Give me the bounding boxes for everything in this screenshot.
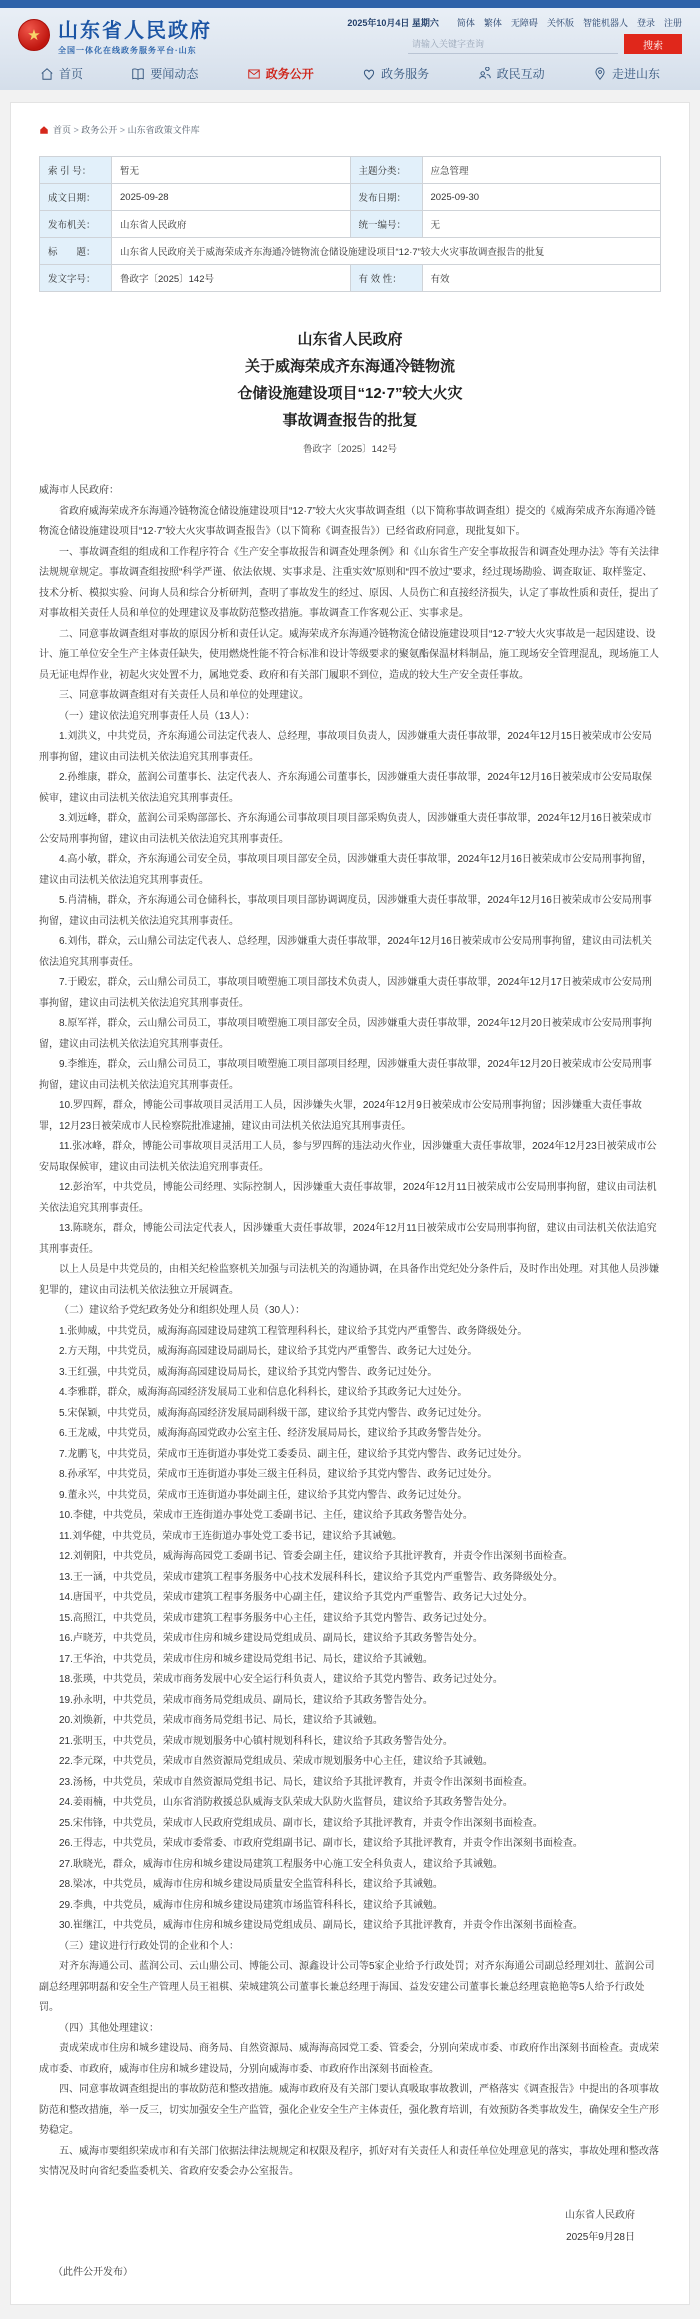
document-paragraph: 15.高照江，中共党员，荣成市建筑工程事务服务中心主任，建议给予其党内警告、政务记过处分。 <box>59 1612 493 1624</box>
document-paragraph: 二、同意事故调查组对事故的原因分析和责任认定。威海荣成齐东海通冷链物流仓储设施建设项目“12·7”较大火灾事故是一起因建设、设计、施工单位安全生产主体责任缺失，使用燃烧性能不符合标准和设计等级要求的聚氨酯保温材料制品，施工现场安全管理混乱，现场施工人员无证电焊作业，初起火灾处置不力，属地党委、政府和有关部门履职不到位，造成的较大生产安全责任事故。 <box>39 628 659 681</box>
site-subtitle: 全国一体化在线政务服务平台·山东 <box>58 46 197 55</box>
breadcrumb-item[interactable]: 首页 <box>53 125 72 135</box>
header-link[interactable]: 简体 <box>456 18 475 28</box>
meta-value: 无 <box>422 211 661 238</box>
meta-label: 发布机关： <box>40 211 112 238</box>
document-paragraph: 12.彭治军，中共党员，博能公司经理、实际控制人，因涉嫌重大责任事故罪，2024年12月11日被荣成市公安局刑事拘留，建议由司法机关依法追究其刑事责任。 <box>39 1182 657 1214</box>
nav-item-home[interactable] <box>40 65 83 82</box>
site-name: 山东省人民政府 <box>58 20 212 42</box>
meta-label: 统一编号： <box>350 211 422 238</box>
document-paragraph: 11.张冰峰，群众，博能公司事故项目灵活用工人员，参与罗四辉的违法动火作业，因涉嫌重大责任事故罪，2024年12月23日被荣成市公安局取保候审，建议由司法机关依法追究刑事责任。 <box>39 1141 657 1173</box>
document-paragraph: 责成荣成市住房和城乡建设局、商务局、自然资源局、威海海高园党工委、管委会，分别向荣成市委、市政府作出深刻书面检查。责成荣成市委、市政府，威海市住房和城乡建设局，分别向威海市委、市政府作出深刻书面检查。 <box>39 2043 659 2075</box>
national-emblem-icon: ★ <box>18 19 50 51</box>
meta-table-row <box>40 265 661 292</box>
document-paragraph: 10.李健，中共党员，荣成市王连街道办事处党工委副书记、主任，建议给予其政务警告处分。 <box>59 1510 473 1521</box>
nav-item-label: 政务公开 <box>265 67 314 81</box>
document-paragraph: 5.肖清楠，群众，齐东海通公司仓储科长，事故项目项目部协调调度员，因涉嫌重大责任事故罪，2024年12月16日被荣成市公安局刑事拘留，建议由司法机关依法追究其刑事责任。 <box>39 895 652 927</box>
document-paragraph: 28.梁冰，中共党员，威海市住房和城乡建设局质量安全监管科科长，建议给予其诫勉。 <box>59 1879 443 1890</box>
document-paragraph: 四、同意事故调查组提出的事故防范和整改措施。威海市政府及有关部门要认真吸取事故教训，严格落实《调查报告》中提出的各项事故防范和整改措施，举一反三，切实加强安全生产监管，强化企业安全生产主体责任，强化教育培训，有效预防各类事故发生，确保安全生产形势稳定。 <box>39 2084 659 2136</box>
document-paragraph: 8.孙承军，中共党员，荣成市王连街道办事处三级主任科员，建议给予其党内警告、政务记过处分。 <box>59 1469 498 1480</box>
nav-item-label: 走进山东 <box>611 67 660 81</box>
document-paragraph: 22.李元琛，中共党员，荣成市自然资源局党组成员、荣成市规划服务中心主任，建议给予其诫勉。 <box>59 1756 493 1767</box>
meta-value: 鲁政字〔2025〕142号 <box>112 265 351 292</box>
header-link[interactable]: 智能机器人 <box>582 18 628 28</box>
document-paragraph: 三、同意事故调查组对有关责任人员和单位的处理建议。 <box>59 690 309 701</box>
document-title-line: 关于威海荣成齐东海通冷链物流 <box>244 358 455 375</box>
search-button[interactable]: 搜索 <box>624 34 682 54</box>
meta-value: 暂无 <box>112 157 351 184</box>
meta-label: 成文日期： <box>40 184 112 211</box>
document-paragraph: 17.王华治，中共党员，荣成市住房和城乡建设局党组书记、局长，建议给予其诫勉。 <box>59 1653 433 1665</box>
document-paragraph: 5.宋保颖，中共党员，威海海高园经济发展局副科级干部，建议给予其党内警告、政务记过处分。 <box>59 1407 488 1419</box>
document-paragraph: 11.刘华健，中共党员，荣成市王连街道办事处党工委书记，建议给予其诫勉。 <box>59 1530 403 1542</box>
header-link[interactable]: 登录 <box>636 18 655 28</box>
breadcrumb-item[interactable]: 政务公开 <box>81 125 118 135</box>
document-paragraph: 7.于殿宏，群众，云山鼎公司员工，事故项目喷塑施工项目部技术负责人，因涉嫌重大责任事故罪，2024年12月17日被荣成市公安局刑事拘留，建议由司法机关依法追究其刑事责任。 <box>39 977 652 1009</box>
document-paragraph: 29.李典，中共党员，威海市住房和城乡建设局建筑市场监管科科长，建议给予其诫勉。 <box>59 1899 443 1911</box>
heart-icon <box>362 67 376 81</box>
document-paragraph: （四）其他处理建议： <box>59 2022 159 2034</box>
pin-icon <box>593 67 607 81</box>
document-paragraph: （二）建议给予党纪政务处分和组织处理人员（30人）： <box>59 1305 306 1316</box>
site-header <box>0 8 700 57</box>
mail-icon <box>247 67 261 81</box>
footnote: （此件公开发布） <box>53 2266 133 2278</box>
document-paragraph: 1.张帅威，中共党员，威海海高园建设局建筑工程管理科科长，建议给予其党内严重警告、政务降级处分。 <box>59 1325 528 1337</box>
document-paragraph: 26.王得志，中共党员，荣成市委常委、市政府党组副书记、副市长，建议给予其批评教育，并责令作出深刻书面检查。 <box>59 1838 583 1849</box>
document-paragraph: 4.李雅群，群众，威海海高园经济发展局工业和信息化科科长，建议给予其政务记大过处分。 <box>59 1387 468 1398</box>
breadcrumb-item: 山东省政策文件库 <box>127 125 200 135</box>
home-icon <box>40 67 54 81</box>
document-paragraph: 省政府威海荣成齐东海通冷链物流仓储设施建设项目“12·7”较大火灾事故调查组（以下简称事故调查组）提交的《威海荣成齐东海通冷链物流仓储设施建设项目“12·7”较大火灾事故调查报告》（以下简称《调查报告》）已经省政府同意，现批复如下。 <box>39 505 656 537</box>
document-paragraph: 12.刘朝阳，中共党员，威海海高园党工委副书记、管委会副主任，建议给予其批评教育，并责令作出深刻书面检查。 <box>59 1551 573 1562</box>
meta-value: 2025-09-28 <box>112 184 351 211</box>
header-date: 2025年10月4日 星期六 <box>347 18 439 28</box>
nav-item-label: 政务服务 <box>381 67 430 81</box>
document-paragraph: 9.李维连，群众，云山鼎公司员工，事故项目喷塑施工项目部项目经理，因涉嫌重大责任事故罪，2024年12月20日被荣成市公安局刑事拘留，建议由司法机关依法追究其刑事责任。 <box>39 1059 652 1091</box>
nav-item-heart[interactable] <box>362 65 429 82</box>
signature-line: 2025年9月28日 <box>566 2231 635 2243</box>
document-paragraph: 30.崔继江，中共党员，威海市住房和城乡建设局党组成员、副局长，建议给予其批评教育，并责令作出深刻书面检查。 <box>59 1920 583 1931</box>
document-paragraph: 10.罗四辉，群众，博能公司事故项目灵活用工人员，因涉嫌失火罪，2024年12月9日被荣成市公安局刑事拘留；因涉嫌重大责任事故罪，12月23日被荣成市人民检察院批准逮捕，建议由司法机关依法追究其刑事责任。 <box>39 1100 642 1132</box>
header-link[interactable]: 注册 <box>663 18 682 28</box>
content-card <box>10 102 690 2305</box>
document-paragraph: 19.孙永明，中共党员，荣成市商务局党组成员、副局长，建议给予其政务警告处分。 <box>59 1694 433 1706</box>
nav-item-label: 要闻动态 <box>150 67 199 81</box>
meta-value: 山东省人民政府关于威海荣成齐东海通冷链物流仓储设施建设项目“12·7”较大火灾事故调查报告的批复 <box>112 238 661 265</box>
document-paragraph: 27.耿晓光，群众，威海市住房和城乡建设局建筑工程服务中心施工安全科负责人，建议给予其诫勉。 <box>59 1858 503 1870</box>
document-title-line: 事故调查报告的批复 <box>282 412 418 429</box>
header-link[interactable]: 无障碍 <box>510 18 538 28</box>
meta-label: 发布日期： <box>350 184 422 211</box>
breadcrumb-separator: > <box>71 125 82 135</box>
document-paragraph: 3.王红强，中共党员，威海海高园建设局局长，建议给予其党内警告、政务记过处分。 <box>59 1366 438 1378</box>
document-body <box>39 481 661 2183</box>
meta-value: 2025-09-30 <box>422 184 661 211</box>
meta-value: 有效 <box>422 265 661 292</box>
document-paragraph: 24.姜雨楠，中共党员，山东省消防救援总队威海支队荣成大队防火监督员，建议给予其政务警告处分。 <box>59 1797 513 1808</box>
document-paragraph: 3.刘远峰，群众，蓝润公司采购部部长、齐东海通公司事故项目项目部采购负责人，因涉嫌重大责任事故罪，2024年12月16日被荣成市公安局刑事拘留，建议由司法机关依法追究其刑事责任。 <box>39 813 652 845</box>
document-paragraph: 14.唐国平，中共党员，荣成市建筑工程事务服务中心副主任，建议给予其党内严重警告、政务记大过处分。 <box>59 1592 533 1603</box>
document-title <box>39 326 661 434</box>
meta-table-row <box>40 211 661 238</box>
breadcrumb-separator: > <box>117 125 128 135</box>
document-paragraph: 6.王龙威，中共党员，威海海高园党政办公室主任、经济发展局局长，建议给予其政务警告处分。 <box>59 1428 488 1439</box>
document-title-line: 仓储设施建设项目“12·7”较大火灾 <box>237 385 463 402</box>
breadcrumb <box>39 123 661 136</box>
document-paragraph: 对齐东海通公司、蓝润公司、云山鼎公司、博能公司、源鑫设计公司等5家企业给予行政处罚；对齐东海通公司副总经理刘壮、蓝润公司副总经理郭明磊和安全生产管理人员王祖棋、荣城建筑公司董事长兼总经理于海国、益发安建公司董事长兼总经理袁艳艳等5人给予行政处罚。 <box>39 1961 655 2013</box>
nav-item-label: 政民互动 <box>496 67 545 81</box>
meta-label: 索 引 号： <box>40 157 112 184</box>
header-top-links <box>347 16 682 29</box>
document-paragraph: 16.卢晓芳，中共党员，荣成市住房和城乡建设局党组成员、副局长，建议给予其政务警告处分。 <box>59 1633 483 1644</box>
salutation: 威海市人民政府： <box>39 485 119 496</box>
nav-item-mail[interactable] <box>247 65 314 82</box>
meta-table-row <box>40 238 661 265</box>
signature-block <box>39 2205 661 2249</box>
document-paragraph: 五、威海市要组织荣成市和有关部门依据法律法规规定和权限及程序，抓好对有关责任人和责任单位处理意见的落实，事故处理和整改落实情况及时向省纪委监委机关、省政府安委会办公室报告。 <box>39 2145 659 2177</box>
header-link[interactable]: 关怀版 <box>546 18 574 28</box>
document-meta-table <box>39 156 661 292</box>
document-paragraph: 23.汤杨，中共党员，荣成市自然资源局党组书记、局长，建议给予其批评教育，并责令作出深刻书面检查。 <box>59 1776 533 1788</box>
meta-label: 有 效 性： <box>350 265 422 292</box>
document-paragraph: 4.高小敏，群众，齐东海通公司安全员，事故项目项目部安全员，因涉嫌重大责任事故罪，2024年12月16日被荣成市公安局刑事拘留，建议由司法机关依法追究其刑事责任。 <box>39 854 652 886</box>
signature-line: 山东省人民政府 <box>565 2209 635 2221</box>
document-paragraph: 13.王一涵，中共党员，荣成市建筑工程事务服务中心技术发展科科长，建议给予其党内严重警告、政务降级处分。 <box>59 1571 563 1583</box>
document-paragraph: 2.方天翔，中共党员，威海海高园建设局副局长，建议给予其党内严重警告、政务记大过处分。 <box>59 1346 478 1357</box>
home-icon <box>39 125 49 135</box>
nav-item-book[interactable] <box>131 65 198 82</box>
document-title-line: 山东省人民政府 <box>297 331 403 348</box>
document-paragraph: 18.张瑛，中共党员，荣成市商务发展中心安全运行科负责人，建议给予其党内警告、政务记过处分。 <box>59 1674 503 1685</box>
search-bar <box>408 34 682 54</box>
nav-item-pin[interactable] <box>593 65 660 82</box>
document-paragraph: 9.董永兴，中共党员，荣成市王连街道办事处副主任，建议给予其党内警告、政务记过处分。 <box>59 1489 468 1501</box>
nav-item-people[interactable] <box>478 65 545 82</box>
document-paragraph: （三）建议进行行政处罚的企业和个人： <box>59 1940 239 1952</box>
header-link[interactable]: 繁体 <box>483 18 502 28</box>
meta-label: 发文字号： <box>40 265 112 292</box>
top-strip <box>0 0 700 8</box>
document-paragraph: 以上人员是中共党员的，由相关纪检监察机关加强与司法机关的沟通协调，在具备作出党纪处分条件后，及时作出处理。对其他人员涉嫌犯罪的，建议由司法机关依法独立开展调查。 <box>39 1264 659 1296</box>
document-paragraph: 1.刘洪义，中共党员，齐东海通公司法定代表人、总经理，事故项目负责人，因涉嫌重大责任事故罪，2024年12月15日被荣成市公安局刑事拘留，建议由司法机关依法追究其刑事责任。 <box>39 731 652 763</box>
main-navigation <box>0 57 700 90</box>
document-paragraph: 13.陈晓东，群众，博能公司法定代表人，因涉嫌重大责任事故罪，2024年12月11日被荣成市公安局刑事拘留，建议由司法机关依法追究其刑事责任。 <box>39 1223 657 1255</box>
nav-item-label: 首页 <box>59 67 84 81</box>
meta-value: 山东省人民政府 <box>112 211 351 238</box>
document-paragraph: 8.原军祥，群众，云山鼎公司员工，事故项目喷塑施工项目部安全员，因涉嫌重大责任事故罪，2024年12月20日被荣成市公安局刑事拘留，建议由司法机关依法追究其刑事责任。 <box>39 1018 652 1050</box>
page-body <box>0 90 700 2319</box>
meta-label: 标 题： <box>40 238 112 265</box>
search-input[interactable] <box>408 34 618 54</box>
book-icon <box>131 67 145 81</box>
meta-value: 应急管理 <box>422 157 661 184</box>
brand[interactable] <box>18 14 212 56</box>
document-number: 鲁政字〔2025〕142号 <box>303 444 397 455</box>
document-paragraph: 21.张明玉，中共党员，荣成市规划服务中心镇村规划科科长，建议给予其政务警告处分。 <box>59 1735 453 1747</box>
meta-label: 主题分类： <box>350 157 422 184</box>
meta-table-row <box>40 157 661 184</box>
document-paragraph: （一）建议依法追究刑事责任人员（13人）： <box>59 710 256 722</box>
document-paragraph: 一、事故调查组的组成和工作程序符合《生产安全事故报告和调查处理条例》和《山东省生产安全事故报告和调查处理办法》等有关法律法规规章规定。事故调查组按照“科学严谨、依法依规、实事求是、注重实效”原则和“四不放过”要求，经过现场勘验、调查取证、取样鉴定、技术分析、模拟实验、问询人员和综合分析研判，查明了事故发生的经过、原因、人员伤亡和直接经济损失，认定了事故性质和责任，提出了对事故相关责任人员和单位的处理建议及事故防范整改措施。事故调查工作客观公正、实事求是。 <box>39 546 659 619</box>
document-paragraph: 6.刘伟，群众，云山鼎公司法定代表人、总经理，因涉嫌重大责任事故罪，2024年12月16日被荣成市公安局刑事拘留，建议由司法机关依法追究其刑事责任。 <box>39 936 652 968</box>
people-icon <box>478 67 492 81</box>
document-paragraph: 25.宋伟锋，中共党员，荣成市人民政府党组成员、副市长，建议给予其批评教育，并责令作出深刻书面检查。 <box>59 1817 543 1829</box>
document-paragraph: 2.孙维康，群众，蓝润公司董事长、法定代表人、齐东海通公司董事长，因涉嫌重大责任事故罪，2024年12月16日被荣成市公安局取保候审，建议由司法机关依法追究其刑事责任。 <box>39 772 652 804</box>
document-paragraph: 20.刘焕新，中共党员，荣成市商务局党组书记、局长，建议给予其诫勉。 <box>59 1715 383 1726</box>
meta-table-row <box>40 184 661 211</box>
document-paragraph: 7.龙鹏飞，中共党员，荣成市王连街道办事处党工委委员、副主任，建议给予其党内警告、政务记过处分。 <box>59 1448 528 1460</box>
